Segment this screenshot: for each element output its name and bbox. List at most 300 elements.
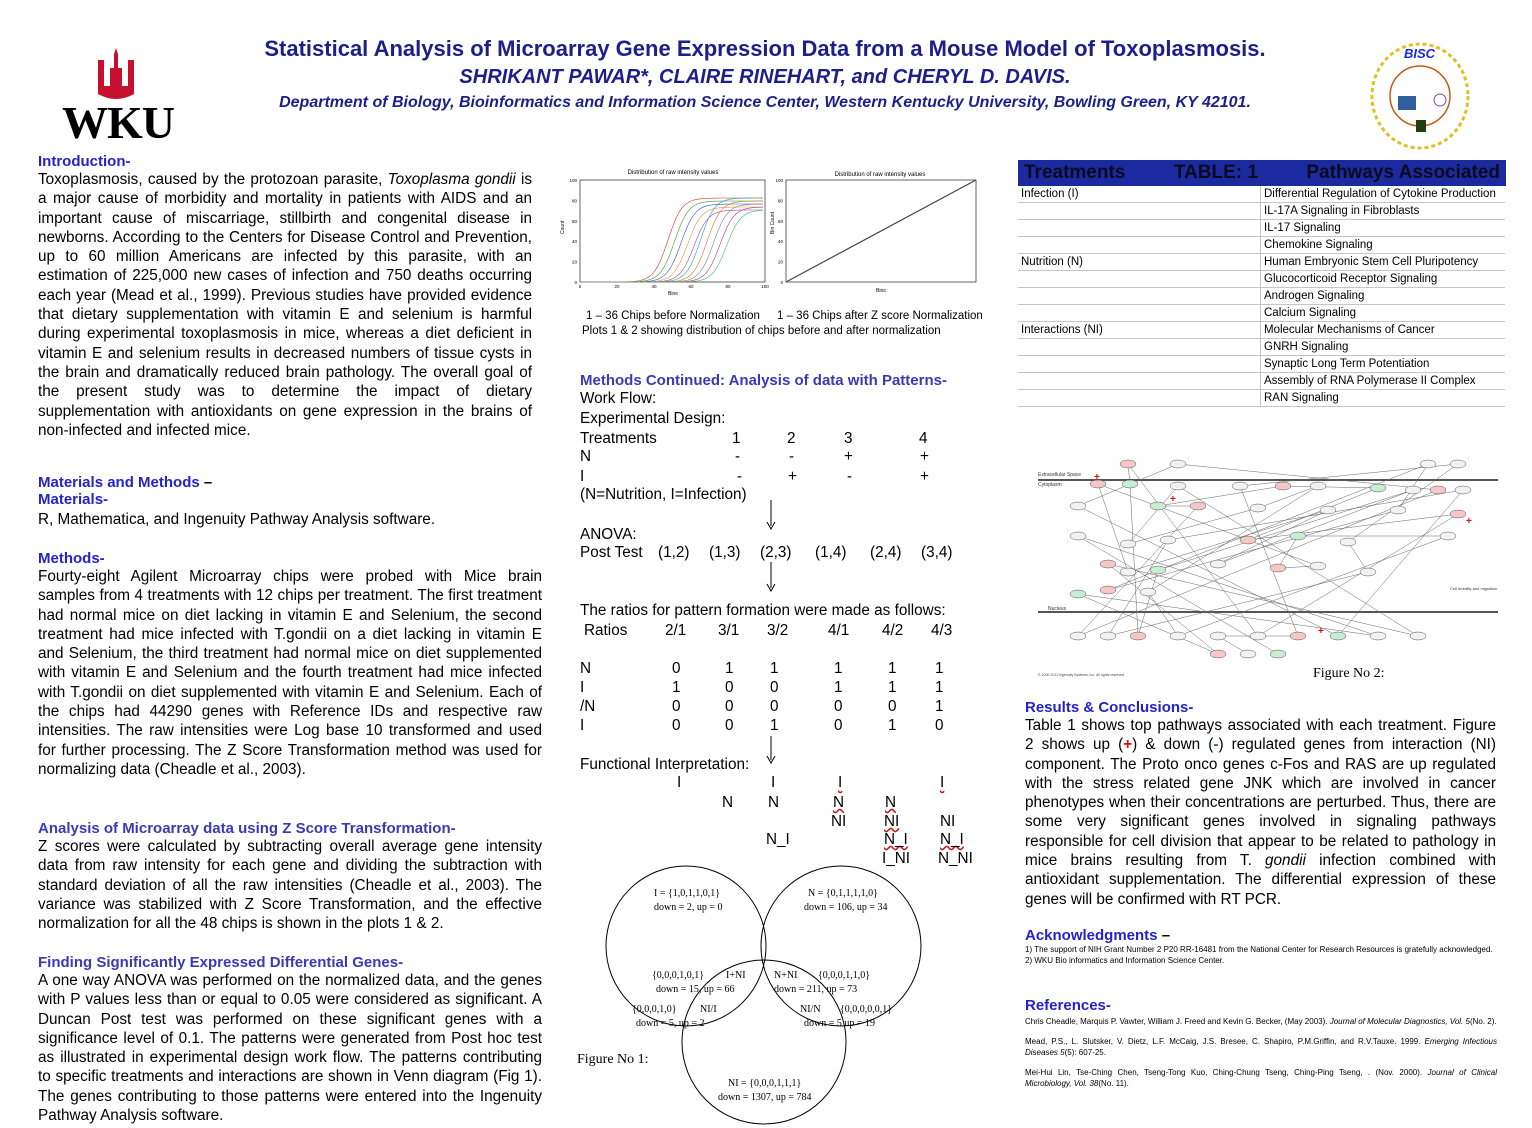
network-node [1275,482,1291,490]
introduction-section [38,153,542,440]
x-tick-label: 60 [688,284,694,289]
fig2-extracellular-label: Extracellular Space [1038,472,1082,478]
network-node [1150,502,1166,510]
network-node [1120,568,1136,576]
network-node [1390,506,1406,514]
network-node [1330,632,1346,640]
arrow-down-icon [765,500,777,530]
y-tick-label: 100 [775,178,783,183]
fi-NI-3: NI [940,813,956,830]
pattern-cell: 0 [672,660,681,677]
fi-N_NI: N_NI [938,850,973,867]
posttest-pair-1: (1,2) [658,544,690,561]
network-node [1250,632,1266,640]
venn-IplusNI-set: {0,0,0,1,0,1} [652,970,705,981]
chip-distribution-curve [580,201,763,282]
plot-raw-intensity [558,164,768,298]
plot2-label: 1 – 36 Chips after Z score Normalization [777,310,983,322]
bisc-logo [1368,40,1472,150]
treatment-cell: Infection (I) [1018,186,1261,203]
intro-text-a: Toxoplasmosis, caused by the protozoan parasite, [38,171,383,188]
posttest-pair-2: (1,3) [709,544,741,561]
network-node [1170,482,1186,490]
pattern-cell: 1 [935,679,944,696]
y-tick-label: 0 [780,280,783,285]
network-edge [1218,490,1413,564]
network-node [1450,460,1466,468]
network-node [1070,502,1086,510]
ratio-col-5: 4/2 [882,622,904,639]
results-minus: - [1213,736,1219,754]
venn-NIoverN-counts: down = 5 up = 19 [804,1018,876,1029]
venn-N-set: N = {0,1,1,1,1,0} [808,888,878,899]
i-val-4: + [920,468,929,485]
acknowledgments-section [1025,927,1497,966]
venn-IplusNI-counts: down = 15, up = 66 [656,984,735,995]
ref1-authors: Chris Cheadle, Marquis P. Vawter, William J. Freed and Kevin G. Becker, (May 2003). [1025,1017,1328,1026]
results-text-a: Table 1 shows top pathways associated with each treatment. Figure 2 shows up ( [1025,717,1496,754]
table-row [1018,186,1505,203]
plot1-xlabel: Bins [668,291,678,297]
pathway-cell: Calcium Signaling [1261,305,1506,322]
network-edge [1148,592,1178,636]
pattern-cell: 1 [888,717,897,734]
materials-methods-section [38,474,542,529]
introduction-heading: Introduction- [38,153,131,170]
pattern-cell: 0 [725,679,734,696]
network-edge [1078,594,1378,636]
zscore-heading: Analysis of Microarray data using Z Score Transformation- [38,820,456,837]
network-node [1120,460,1136,468]
y-tick-label: 100 [569,178,577,183]
network-node [1370,484,1386,492]
ratio-col-4: 4/1 [828,622,850,639]
table-header-pathways: Pathways Associated [1306,162,1500,183]
y-tick-label: 80 [777,198,783,204]
zscore-text: Z scores were calculated by subtracting overall average gene intensity data from raw intensity for each gene and dividing the subtraction with standard deviation of all the raw intensities (Cheadle et al., 2003). The variance was stabilized with Z Score Transformation, and the effective normalization for all the 48 chips is shown in the plots 1 & 2. [38,838,542,933]
table-row [1018,254,1505,271]
plots-caption: Plots 1 & 2 showing distribution of chips before and after normalization [582,325,941,337]
ref2-issue: (5): 607-25. [1064,1048,1106,1057]
results-heading: Results & Conclusions- [1025,699,1194,716]
chip-distribution-curve [580,210,763,282]
i-row-label: I [580,468,585,485]
posttest-pair-3: (2,3) [760,544,792,561]
intro-text-b: is a major cause of morbidity and mortality in patients with AIDS and an important cause of miscarriage, stillbirth and congenital disease in newborns. According to the Centers for Disease Control and Prevention, up to 60 million Americans are infected by this parasite, with an estimation of 225,000 new cases of infection and 750 deaths occurring each year (Mead et al., 1999). Previous studies have provided evidence that dietary supplementation with vitamin E and selenium is harmful during experimental toxoplasmosis in mice, whereas a diet deficient in vitamin E and selenium results in decreased numbers of tissue cysts in the brain and dramatically reduced brain pathology. The overall goal of the present study was to determine the impact of dietary supplementation with antioxidants on gene expression in the brains of non-infected and infected mice. [38,171,533,439]
x-tick-label: 20 [614,284,620,289]
treatment-cell [1018,220,1261,237]
network-node [1100,586,1116,594]
network-edge [1348,542,1368,572]
treatment-cell: Nutrition (N) [1018,254,1261,271]
network-edge [1108,572,1368,636]
pattern-cell: 0 [725,717,734,734]
pattern-cell: 1 [725,660,734,677]
x-tick-label: 0 [578,284,582,289]
fi-N-3: N [833,794,845,811]
plot2-diagonal [786,180,976,282]
upregulated-marker: + [1318,626,1324,637]
pathway-cell: GNRH Signaling [1261,339,1506,356]
network-node [1420,460,1436,468]
network-node [1122,480,1138,488]
mm-heading-dash: – [203,474,213,491]
posttest-pair-5: (2,4) [870,544,902,561]
network-node [1170,632,1186,640]
pathway-cell: Androgen Signaling [1261,288,1506,305]
network-node [1450,510,1466,518]
treatment-cell [1018,305,1261,322]
posttest-pair-4: (1,4) [815,544,847,561]
pattern-cell: 0 [725,698,734,715]
chip-distribution-curve [580,207,763,282]
ack-heading-text: Acknowledgments [1025,927,1158,944]
y-tick-label: 20 [777,259,783,265]
chip-distribution-curve [580,198,763,282]
fi-NI-1: NI [831,813,847,830]
network-node [1160,536,1176,544]
network-node [1270,564,1286,572]
treatment-cell [1018,390,1261,407]
pathways-table [1018,160,1506,407]
bisc-text: BISC [1404,46,1436,61]
intro-species: Toxoplasma gondii [387,171,516,188]
network-node [1190,502,1206,510]
venn-N-counts: down = 106, up = 34 [804,902,888,913]
mm-heading-text: Materials and Methods [38,474,200,491]
ref3-issue: (No. 11). [1098,1079,1129,1088]
network-node [1290,632,1306,640]
x-tick-label: 40 [651,284,657,289]
wku-wordmark: WKU [62,97,174,148]
results-plus: + [1123,736,1133,754]
arrow-down-icon [765,562,777,592]
posttest-pair-6: (3,4) [921,544,953,561]
fi-N-4: N [885,794,897,811]
table-header-title: TABLE: 1 [1173,162,1258,183]
n-val-2: - [789,448,795,465]
network-node [1290,532,1306,540]
pattern-cell: 1 [770,717,779,734]
zscore-section [38,820,542,933]
plot1-ylabel: Count [560,220,566,234]
network-node [1310,482,1326,490]
fi-I_NI: I_NI [882,850,911,867]
references-heading: References- [1025,997,1111,1014]
table-row [1018,288,1505,305]
table-row [1018,203,1505,220]
network-edge [1078,506,1338,636]
network-node [1100,560,1116,568]
treatment-col-4: 4 [919,430,928,447]
network-node [1210,560,1226,568]
fi-N_I-1: N_I [766,831,790,848]
methods-section [38,550,542,779]
network-node [1120,540,1136,548]
pattern-cell: 1 [888,660,897,677]
network-node [1100,632,1116,640]
pattern-cell: 0 [834,698,843,715]
anova-label: ANOVA: [580,526,637,543]
references-section [1025,997,1497,1089]
methods-text: Fourty-eight Agilent Microarray chips were probed with Mice brain samples from 4 treatments with 12 chips per treatment. The first treatment had normal mice on diet lacking in vitamin E and Selenium, the second treatment had mice infected with T.gondii on a diet lacking in vitamin E and Selenium, the third treatment had normal mice on diet supplemented with vitamin E and Selenium and the fourth treatment had mice infected with T.gondii on diet supplemented with vitamin E and Selenium. Each of the chips had 44290 genes with Reference IDs and respective raw intensities. The raw intensities were Log base 10 transformed and used for further processing. The Z Score Transformation method was used for normalizing data (Cheadle et al., 2003). [38,568,542,778]
introduction-text [38,170,532,440]
network-node [1240,536,1256,544]
network-edge [1108,540,1168,636]
venn-I-counts: down = 2, up = 0 [654,902,723,913]
fi-I-4: I [940,774,945,791]
pathway-cell: Assembly of RNA Polymerase II Complex [1261,373,1506,390]
fi-NI-2: NI [884,813,900,830]
results-text [1025,716,1496,909]
venn-IplusNI-label: I+NI [726,970,746,981]
network-edge [1240,486,1298,636]
network-node [1370,632,1386,640]
materials-methods-heading [38,474,542,491]
network-node [1170,460,1186,468]
pattern-cell: 0 [834,717,843,734]
venn-NIoverN-set: {0,0,0,0,0,1} [840,1004,893,1015]
network-edge [1108,510,1398,590]
pathway-cell: Chemokine Signaling [1261,237,1506,254]
table-row [1018,220,1505,237]
network-node [1070,632,1086,640]
y-tick-label: 20 [571,259,577,265]
ref3-journal: Journal of Clinical Microbiology, Vol. 38 [1025,1068,1498,1088]
fi-N_I-3: N_I [940,831,964,848]
pathway-cell: Synaptic Long Term Potentiation [1261,356,1506,373]
network-node [1320,506,1336,514]
network-node [1130,632,1146,640]
network-node [1270,650,1286,658]
results-species: gondii [1265,852,1306,870]
pattern-cell: 0 [935,717,944,734]
ratios-label: Ratios [584,622,628,639]
network-edge [1258,514,1458,636]
table-row [1018,322,1505,339]
reference-2 [1025,1036,1497,1058]
network-node [1360,568,1376,576]
pattern-cell: 1 [834,660,843,677]
treatment-cell [1018,271,1261,288]
figure1-caption: Figure No 1: [577,1052,649,1067]
treatment-col-1: 1 [732,430,741,447]
network-node [1240,650,1256,658]
wku-logo [60,40,180,150]
plot2-title: Distribution of raw intensity values [834,172,926,178]
i-val-2: + [788,468,797,485]
ack-line-1: 1) The support of NIH Grant Number 2 P20 RR-16481 from the National Center for Research Resources is gratefully acknowledged. [1025,945,1493,954]
network-edge [1348,464,1458,542]
materials-text: R, Mathematica, and Ingenuity Pathway Analysis software. [38,511,436,528]
pattern-cell: 0 [770,698,779,715]
n-val-1: - [735,448,741,465]
pattern-cell: 1 [770,660,779,677]
network-edge [1178,464,1438,490]
network-node [1410,632,1426,640]
pattern-cell: 1 [834,679,843,696]
network-node [1210,632,1226,640]
treatment-col-3: 3 [844,430,853,447]
fig2-nucleus-label: Nucleus [1048,606,1067,612]
y-tick-label: 0 [574,280,577,285]
chip-distribution-curve [580,198,763,282]
table-header-treatments: Treatments [1024,162,1126,183]
ratio-col-2: 3/1 [718,622,740,639]
fi-I-1: I [677,774,682,791]
differential-genes-heading: Finding Significantly Expressed Differential Genes- [38,954,404,971]
reference-3 [1025,1067,1497,1089]
functional-interpretation-label: Functional Interpretation: [580,756,750,773]
differential-genes-text: A one way ANOVA was performed on the normalized data, and the genes with P values less than or equal to 0.05 were considered as significant. A Duncan Post test was performed on these significant genes with a significance level of 0.1. The patterns were generated from Post hoc test as illustrated in experimental design work flow. The patterns contributing to specific treatments and interactions are shown in Venn diagram (Fig 1). The genes contributing to those patterns were entered into the Ingenuity Pathway Analysis software. [38,972,542,1125]
network-node [1455,486,1471,494]
treatment-cell [1018,356,1261,373]
venn-NplusNI-set: {0,0,0,1,1,0} [818,970,871,981]
i-val-3: - [847,468,853,485]
workflow-heading: Methods Continued: Analysis of data with Patterns- [580,372,947,389]
network-node [1440,532,1456,540]
poster-department: Department of Biology, Bioinformatics and Information Science Center, Western Kentucky University, Bowling Green, KY 42101. [279,94,1251,111]
plot1-label: 1 – 36 Chips before Normalization [586,310,760,322]
network-node [1405,486,1421,494]
treatment-cell [1018,237,1261,254]
venn-NIoverN-label: NI/N [800,1004,821,1015]
treatment-legend: (N=Nutrition, I=Infection) [580,486,747,503]
x-tick-label: 100 [761,284,769,289]
table-row [1018,339,1505,356]
network-node [1210,650,1226,658]
table-row [1018,390,1505,407]
ratio-col-6: 4/3 [931,622,953,639]
pattern-row-label: I [580,679,585,696]
fig2-cytoplasm-label: Cytoplasm [1038,482,1062,488]
y-tick-label: 80 [571,198,577,204]
ack-line-2: 2) WKU Bio informatics and Information Science Center. [1025,956,1225,965]
fi-N_I-2: N_I [884,831,908,848]
ref1-issue: (No. 2). [1469,1017,1497,1026]
pattern-cell: 1 [935,698,944,715]
venn-NplusNI-label: N+NI [774,970,798,981]
plot1-title: Distribution of raw intensity values [627,170,719,176]
pattern-row-label: /N [580,698,596,715]
ratio-col-1: 2/1 [665,622,687,639]
pattern-cell: 0 [672,698,681,715]
network-edge [1283,486,1378,488]
pathway-cell: RAN Signaling [1261,390,1506,407]
venn-NIoverI-counts: down = 5, up = 2 [636,1018,705,1029]
pattern-cell: 1 [672,679,681,696]
network-node [1430,486,1446,494]
x-tick-label: 80 [725,284,731,289]
arrow-down-icon [765,736,777,764]
venn-NI-set: NI = {0,0,0,1,1,1} [728,1078,802,1089]
network-node [1070,590,1086,598]
pattern-cell: 1 [935,660,944,677]
ref3-authors: Mei-Hui Lin, Tse-Ching Chen, Tseng-Tong Kuo, Ching-Chung Tseng, Ching-Ping Tseng, . (Nov. 2000). [1025,1068,1423,1077]
venn-I-set: I = {1,0,1,1,0,1} [654,888,721,899]
venn-NIoverI-set: {0,0,0,1,0} [632,1004,677,1015]
pattern-cell: 0 [770,679,779,696]
poster-authors: SHRIKANT PAWAR*, CLAIRE RINEHART, and CHERYL D. DAVIS. [459,66,1071,88]
differential-genes-section [38,954,542,1125]
y-tick-label: 60 [777,218,783,224]
methods-heading: Methods- [38,550,105,567]
treatment-cell [1018,339,1261,356]
plot2-xlabel: Bins [876,288,886,294]
venn-diagram [576,868,936,1124]
plot-normalized-intensity [770,164,980,298]
network-node [1140,588,1156,596]
workflow-diagram [580,390,1000,867]
network-node [1310,562,1326,570]
pattern-row-label: N [580,660,592,677]
fig2-copyright: © 2000-2011 Ingenuity Systems, Inc. All rights reserved. [1038,673,1125,677]
fig2-cell-mobility-label: Cell mobility and migration [1450,586,1497,591]
results-text-c: ) regulated genes from interaction (NI) component. The Proto onco genes c-Fos and RAS are up regulated with the stress related gene JNK which are involved in cancer phenotypes when their concentrations are perturbed. Thus, there are some very significant genes involved in signaling pathways responsible for cell division that appear to be related to pathology in mice brains resulting from T. [1025,736,1497,870]
y-tick-label: 40 [571,239,577,245]
pathway-cell: Molecular Mechanisms of Cancer [1261,322,1506,339]
table-row [1018,237,1505,254]
upregulated-marker: + [1466,516,1472,527]
chip-distribution-curve [580,201,763,282]
materials-heading: Materials- [38,491,109,508]
pattern-row-label: I [580,717,585,734]
pathway-cell: Glucocorticoid Receptor Signaling [1261,271,1506,288]
network-edge [1098,484,1128,572]
treatments-label: Treatments [580,430,657,447]
chip-distribution-curve [580,207,763,282]
reference-1 [1025,1016,1497,1027]
fi-I-3: I [838,774,843,791]
posttest-label: Post Test [580,544,643,561]
treatment-cell [1018,373,1261,390]
chip-distribution-curve [580,204,763,282]
pathway-cell: IL-17 Signaling [1261,220,1506,237]
network-node [1340,538,1356,546]
figure2-caption: Figure No 2: [1313,666,1385,681]
network-node [1250,504,1266,512]
results-text-d: infection combined with antioxidant supplementation. The differential expression of these genes will be confirmed with RT PCR. [1025,852,1497,908]
treatment-cell: Interactions (NI) [1018,322,1261,339]
poster-title: Statistical Analysis of Microarray Gene Expression Data from a Mouse Model of Toxoplasmosis. [264,36,1266,61]
fi-I-2: I [771,774,776,791]
ratio-col-3: 3/2 [767,622,789,639]
table-row [1018,305,1505,322]
pattern-cell: 1 [888,679,897,696]
venn-NIoverI-label: NI/I [700,1004,717,1015]
table-row [1018,356,1505,373]
network-node [1150,566,1166,574]
table-row [1018,373,1505,390]
results-text-b: ) & down ( [1132,736,1214,754]
network-node [1232,482,1248,490]
ref2-journal: Emerging Infectious Diseases 5 [1025,1037,1498,1057]
acknowledgments-heading [1025,927,1497,944]
n-val-4: + [920,448,929,465]
pattern-cell: 0 [672,717,681,734]
treatment-cell [1018,288,1261,305]
ref2-authors: Mead, P.S., L. Slutsker, V. Dietz, L.F. McCaig, J.S. Bresee, C. Shapiro, P.M.Griffin, and R.V.Tauxe. 1999. [1025,1037,1421,1046]
chip-distribution-curve [580,204,763,282]
y-tick-label: 40 [777,239,783,245]
n-val-3: + [844,448,853,465]
treatment-cell [1018,203,1261,220]
table-row [1018,271,1505,288]
treatment-col-2: 2 [787,430,796,447]
n-row-label: N [580,448,592,465]
upregulated-marker: + [1170,494,1176,505]
workflow-sub1: Work Flow: [580,390,657,407]
